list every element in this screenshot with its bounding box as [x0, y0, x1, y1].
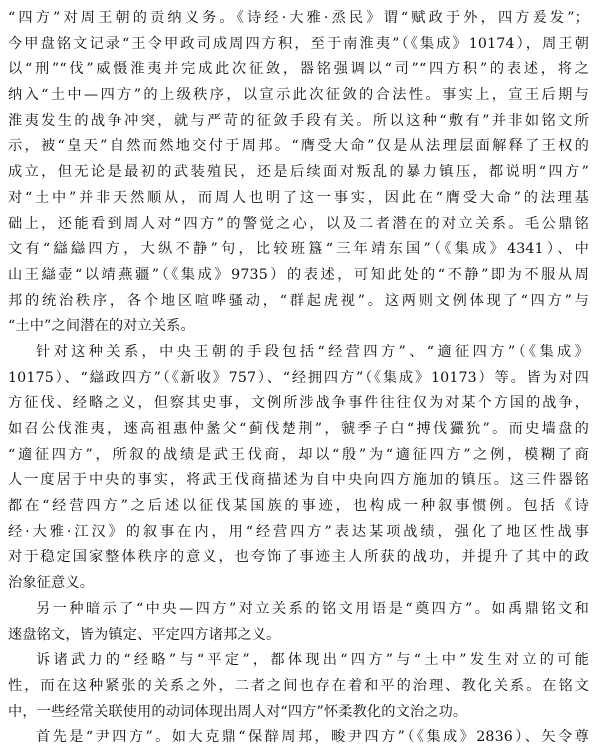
text-line: 首先是“尹四方”。如大克鼎“保辥周邦，畯尹四方”（《集成》2836）、矢令尊	[36, 729, 589, 746]
text-line: 中，一些经常关联使用的动词体现出周人对“四方”怀柔教化的文治之功。	[8, 703, 468, 720]
text-line: 10175）、“䜌政四方”（《新收》757）、“经拥四方”（《集成》10173）等。皆为对四	[8, 369, 589, 386]
text-line: 今甲盘铭文记录“王令甲政司成周四方积，至于南淮夷”（《集成》10174），周王朝	[8, 35, 589, 52]
text-line: 对于稳定国家整体秩序的意义，也夸饰了事迹主人所获的战功，并提升了其中的政	[8, 549, 589, 566]
text-line: 性，而在这种紧张的关系之外，二者之间也存在着和平的治理、教化关系。在铭文	[8, 677, 589, 694]
text-line: 文有“䜌䜌四方，大纵不静”句，比较班簋“三年靖东国”（《集成》4341）、中	[8, 241, 589, 258]
text-line: 示，被“皇天”自然而然地交付于周邦。“膺受大命”仅是从法理层面解释了王权的	[8, 138, 589, 155]
text-line: 人一度居于中央的事实，将武王伐商描述为自中央向四方施加的镇压。这三件器铭	[8, 472, 589, 489]
text-line: “適征四方”，所叙的战绩是武王伐商，却以“殷”为“適征四方”之例，模糊了商	[8, 446, 589, 463]
text-line: 方征伐、经略之义，但察其史事，文例所涉战争事件往往仅为对某个方国的战争，	[8, 395, 589, 412]
text-line: 邦的统治秩序，各个地区喧哗骚动，“群起虎视”。这两则文例体现了“四方”与	[8, 292, 589, 309]
text-line: 对“土中”并非天然顺从，而周人也明了这一事实，因此在“膺受大命”的法理基	[8, 189, 589, 206]
text-line: 如召公伐淮夷，逨高祖惠仲盠父“蓟伐楚荆”，虢季子白“搏伐玁狁”。而史墙盘的	[8, 421, 589, 437]
text-line: 针对这种关系，中央王朝的手段包括“经营四方”、“適征四方”（《集成》	[36, 343, 589, 360]
text-line: “土中”之间潜在的对立关系。	[8, 318, 195, 335]
text-line: 以“刑”“伐”威慑淮夷并完成此次征敛，器铭强调以“司”“四方积”的表述，将之	[8, 61, 589, 78]
text-line: 经·大雅·江汉》的叙事在内，用“经营四方”表达某项战绩，强化了地区性战事	[8, 523, 589, 540]
text-line: 治象征意义。	[8, 575, 95, 592]
text-line: 础上，还能看到周人对“四方”的警觉之心，以及二者潜在的对立关系。毛公鼎铭	[8, 215, 589, 232]
text-line: 逨盘铭文，皆为镇定、平定四方诸邦之义。	[8, 626, 281, 643]
text-line: 另一种暗示了“中央—四方”对立关系的铭文用语是“奠四方”。如禹鼎铭文和	[36, 600, 589, 617]
text-line: “四方”对周王朝的贡纳义务。《诗经·大雅·烝民》谓“赋政于外，四方爰发”；	[8, 10, 589, 26]
text-line: 淮夷发生的战争冲突，就与严苛的征敛手段有关。所以这种“敷有”并非如铭文所	[8, 112, 589, 129]
text-line: 都在“经营四方”之后述以征伐某国族的事迹，也构成一种叙事惯例。包括《诗	[8, 498, 589, 515]
text-line: 诉诸武力的“经略”与“平定”，都体现出“四方”与“土中”发生对立的可能	[36, 652, 589, 669]
text-line: 成立，但无论是最初的武装殖民，还是后续面对叛乱的暴力镇压，都说明“四方”	[8, 164, 589, 181]
text-line: 纳入“土中—四方”的上级秩序，以宣示此次征敛的合法性。事实上，宣王后期与	[8, 87, 589, 104]
text-line: 山王䜌壶“以靖燕疆”（《集成》9735）的表述，可知此处的“不静”即为不服从周	[8, 266, 589, 283]
